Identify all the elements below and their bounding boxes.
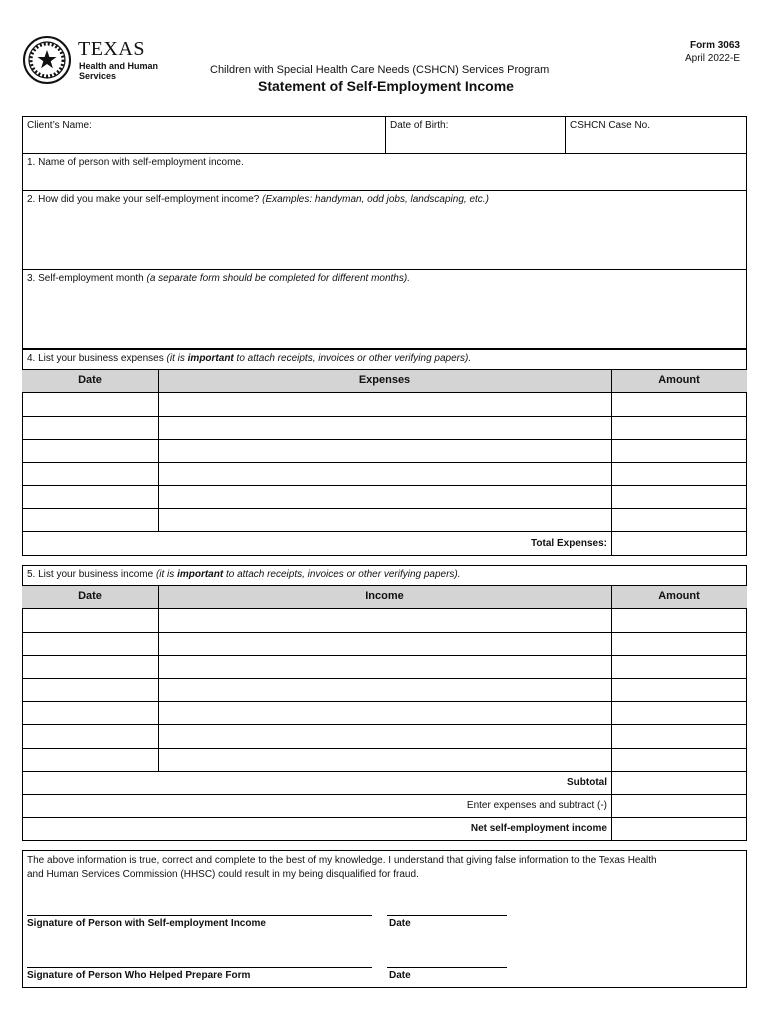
expense-date-cell[interactable] [23,486,157,507]
signature-self-employed-field[interactable] [27,895,372,915]
expense-date-cell[interactable] [23,417,157,438]
income-date-cell[interactable] [23,633,157,654]
q2-label: 2. How did you make your self-employment income? [27,194,260,205]
income-description-cell[interactable] [159,610,610,631]
income-description-cell[interactable] [159,633,610,654]
expense-date-cell[interactable] [23,394,157,415]
page-title: Statement of Self-Employment Income [258,78,514,94]
q3-note: (a separate form should be completed for different months). [146,273,410,284]
signature-preparer-field[interactable] [27,947,372,967]
q1-person-name-field[interactable]: 1. Name of person with self-employment income. [27,157,244,168]
income-date-cell[interactable] [23,749,157,770]
income-date-cell[interactable] [23,610,157,631]
expense-description-cell[interactable] [159,440,610,461]
expense-amount-cell[interactable] [612,509,746,530]
expense-description-cell[interactable] [159,394,610,415]
income-amount-cell[interactable] [612,633,746,654]
expense-date-cell[interactable] [23,509,157,530]
income-amount-cell[interactable] [612,610,746,631]
q2-example: (Examples: handyman, odd jobs, landscaping, etc.) [262,194,489,205]
agency-name: TEXAS [78,38,145,60]
expense-description-cell[interactable] [159,463,610,484]
income-col-description: Income [365,590,404,602]
expense-description-cell[interactable] [159,486,610,507]
income-date-cell[interactable] [23,725,157,747]
expenses-col-amount: Amount [658,374,700,386]
total-expenses-label: Total Expenses: [531,538,607,549]
signature-self-employed-label: Signature of Person with Self-employment Income [27,918,266,929]
income-description-cell[interactable] [159,679,610,700]
income-date-cell[interactable] [23,656,157,677]
agency-subname-2: Services [79,71,117,81]
income-date-cell[interactable] [23,679,157,700]
subtotal-field[interactable] [612,772,746,793]
net-income-label: Net self-employment income [470,823,607,834]
program-name: Children with Special Health Care Needs (CSHCN) Services Program [210,64,550,76]
net-income-field[interactable] [612,818,746,840]
expense-amount-cell[interactable] [612,394,746,415]
form-date: April 2022-E [684,53,740,64]
expense-amount-cell[interactable] [612,417,746,438]
signature-preparer-date-field[interactable] [387,947,507,967]
certification-statement-1: The above information is true, correct and complete to the best of my knowledge. I understand that giving false information to the Texas Health [27,855,657,866]
total-expenses-field[interactable] [612,532,746,555]
subtract-expenses-field[interactable] [612,795,746,816]
income-col-date: Date [78,590,102,602]
signature-preparer-label: Signature of Person Who Helped Prepare Form [27,970,251,981]
income-description-cell[interactable] [159,725,610,747]
income-amount-cell[interactable] [612,725,746,747]
expense-amount-cell[interactable] [612,486,746,507]
certification-statement-2: and Human Services Commission (HHSC) could result in my being disqualified for fraud. [27,869,419,880]
expenses-col-description: Expenses [358,374,411,386]
q3-label: 3. Self-employment month [27,273,144,284]
income-description-cell[interactable] [159,656,610,677]
income-amount-cell[interactable] [612,656,746,677]
q3-month-field[interactable] [27,273,410,284]
income-col-amount: Amount [658,590,700,602]
income-date-cell[interactable] [23,702,157,723]
expense-date-cell[interactable] [23,440,157,461]
income-intro: 5. List your business income (it is important to attach receipts, invoices or other verifying papers). [27,569,461,580]
signature-self-employed-date-label: Date [389,918,411,929]
expenses-intro: 4. List your business expenses (it is important to attach receipts, invoices or other verifying papers). [27,353,472,364]
expense-description-cell[interactable] [159,417,610,438]
q2-income-method-field[interactable] [27,194,489,205]
expense-date-cell[interactable] [23,463,157,484]
signature-preparer-date-label: Date [389,970,411,981]
expense-amount-cell[interactable] [612,463,746,484]
client-name-field[interactable]: Client’s Name: [27,120,92,131]
case-number-field[interactable]: CSHCN Case No. [570,120,651,131]
income-description-cell[interactable] [159,749,610,770]
expense-description-cell[interactable] [159,509,610,530]
agency-subname-1: Health and Human [79,61,159,71]
income-amount-cell[interactable] [612,679,746,700]
form-number: Form 3063 [689,40,740,51]
income-description-cell[interactable] [159,702,610,723]
income-amount-cell[interactable] [612,702,746,723]
expense-amount-cell[interactable] [612,440,746,461]
income-amount-cell[interactable] [612,749,746,770]
subtract-expenses-label: Enter expenses and subtract (-) [466,800,607,811]
hhs-logo [22,35,162,85]
subtotal-label: Subtotal [567,777,607,788]
signature-self-employed-date-field[interactable] [387,895,507,915]
date-of-birth-field[interactable]: Date of Birth: [390,120,449,131]
texas-seal-icon [22,35,72,85]
expenses-col-date: Date [78,374,102,386]
